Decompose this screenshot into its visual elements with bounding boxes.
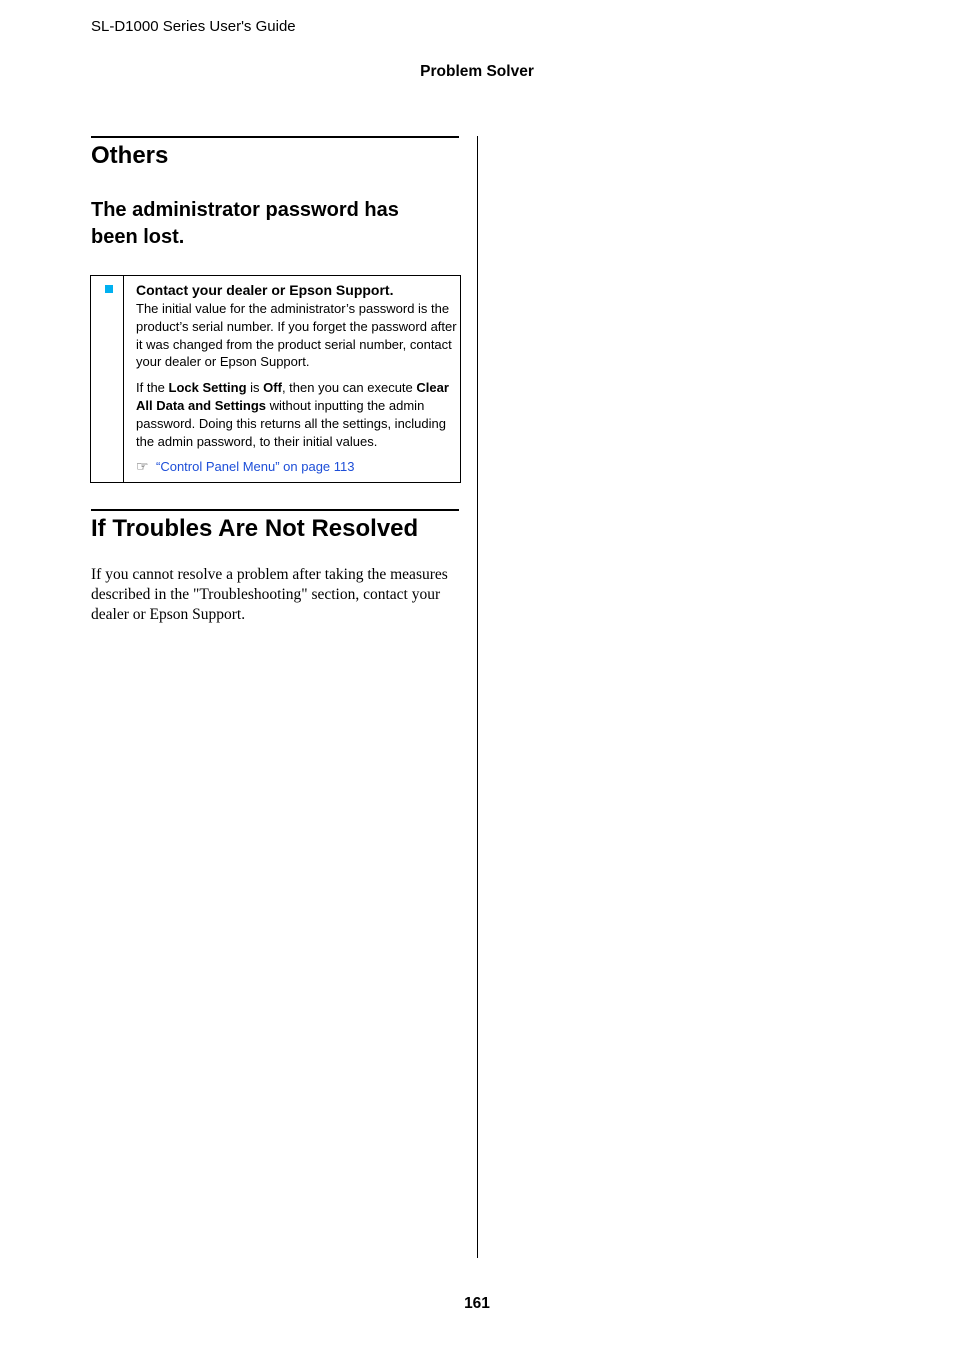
square-bullet-icon <box>105 285 113 293</box>
pointing-hand-icon: ☞ <box>136 458 149 475</box>
bullet-column <box>91 276 124 482</box>
solution-lead: Contact your dealer or Epson Support. <box>136 282 394 298</box>
section-title: Problem Solver <box>420 63 534 80</box>
column-divider <box>477 136 478 1258</box>
solution-content <box>136 281 458 476</box>
p2-text-a: If the <box>136 380 169 396</box>
p2-text-b: is <box>246 380 264 396</box>
solution-paragraph-2 <box>136 379 458 450</box>
p2-text-d: without inputting the admin password. Doing this returns all the settings, including the admin password, to their initial values. <box>136 397 446 449</box>
lock-setting-term: Lock Setting <box>168 380 247 396</box>
subheading-password-lost: The administrator password has been lost. <box>91 199 399 248</box>
document-title: SL-D1000 Series User's Guide <box>91 18 296 35</box>
page-number: 161 <box>464 1295 490 1312</box>
control-panel-menu-link[interactable]: “Control Panel Menu” on page 113 <box>156 459 355 475</box>
p2-text-c: , then you can execute <box>281 380 417 396</box>
solution-paragraph-1: The initial value for the administrator’s password is the product’s serial number. If you forget the password after it was changed from the product serial number, contact your dealer or Epson Support. <box>136 301 457 370</box>
heading-troubles-not-resolved: If Troubles Are Not Resolved <box>91 509 459 544</box>
solution-box <box>90 275 461 483</box>
troubles-body-text: If you cannot resolve a problem after taking the measures described in the "Troubleshooting" section, contact your dealer or Epson Support. <box>91 566 448 623</box>
reference-link-row[interactable] <box>136 458 458 476</box>
clear-all-data-term: Clear All Data and Settings <box>136 380 449 413</box>
off-term: Off <box>263 380 282 396</box>
heading-others: Others <box>91 136 459 171</box>
